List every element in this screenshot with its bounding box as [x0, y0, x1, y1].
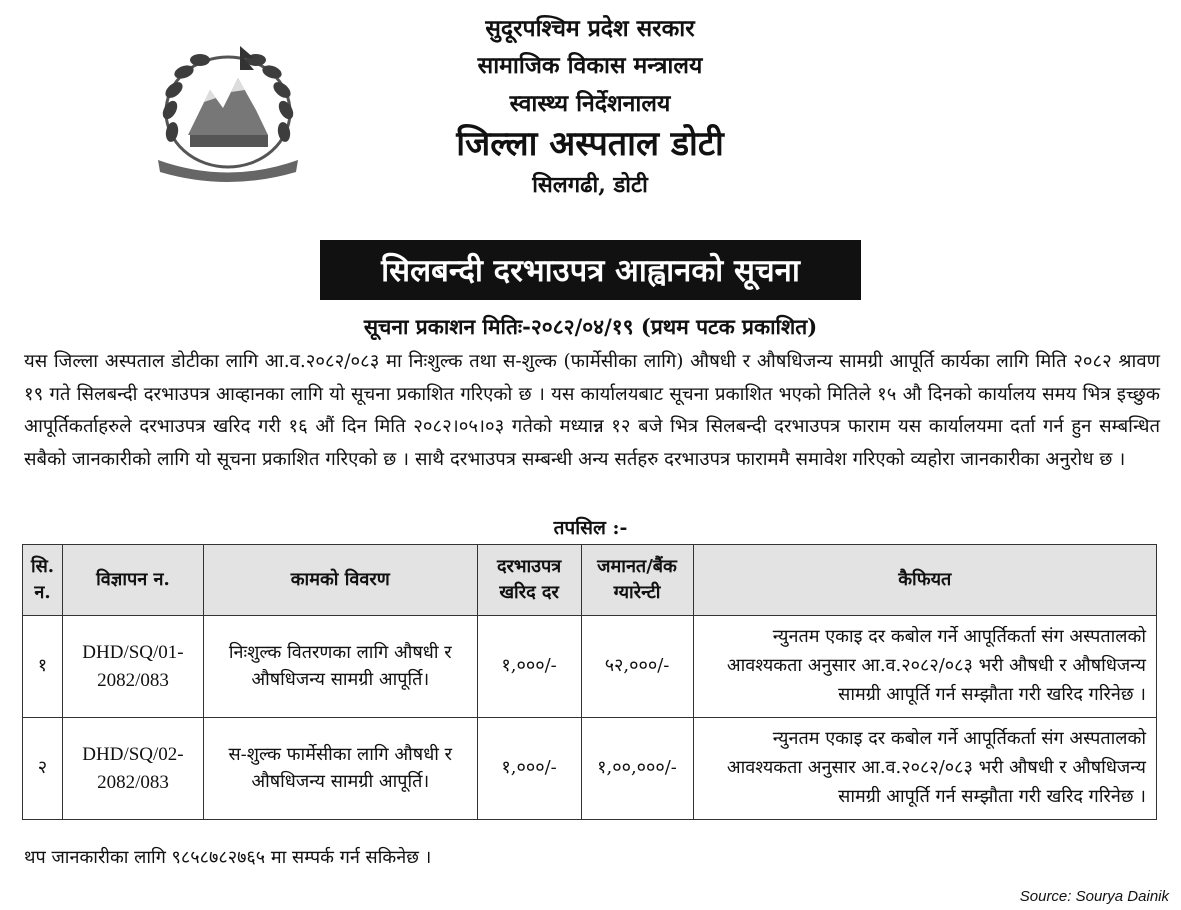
table-row — [23, 616, 1157, 718]
contact-note: थप जानकारीका लागि ९८५८७८२७६५ मा सम्पर्क गर्न सकिनेछ । — [24, 847, 432, 868]
header-remarks: कैफियत — [693, 545, 1157, 616]
cell-description: निःशुल्क वितरणका लागि औषधी र औषधिजन्य सामग्री आपूर्ति। — [203, 616, 477, 718]
header-guarantee: जमानत/बैंक ग्यारेन्टी — [581, 545, 693, 616]
publication-date: सूचना प्रकाशन मितिः-२०८२/०४/१९ (प्रथम पटक प्रकाशित) — [363, 314, 818, 339]
ministry-name: सामाजिक विकास मन्त्रालय — [477, 52, 703, 80]
table-row — [23, 718, 1157, 820]
notice-title-banner: सिलबन्दी दरभाउपत्र आह्वानको सूचना — [320, 240, 861, 300]
header-ad-number: विज्ञापन न. — [62, 545, 203, 616]
cell-serial-no: २ — [23, 718, 63, 820]
cell-ad-number: DHD/SQ/02-2082/083 — [62, 718, 203, 820]
source-credit: Source: Sourya Dainik — [1019, 888, 1169, 905]
nepal-emblem-icon — [148, 40, 308, 190]
tender-schedule-table — [22, 544, 1157, 820]
cell-bid-fee: १,०००/- — [477, 616, 581, 718]
cell-bid-fee: १,०००/- — [477, 718, 581, 820]
cell-remarks: न्युनतम एकाइ दर कबोल गर्ने आपूर्तिकर्ता संग अस्पतालको आवश्यकता अनुसार आ.व.२०८२/०८३ भरी औषधी र औषधिजन्य सामग्री आपूर्ति गर्न सम्झौता गरी खरिद गरिनेछ । — [693, 718, 1157, 820]
cell-serial-no: १ — [23, 616, 63, 718]
table-header-row — [23, 545, 1157, 616]
province-government: सुदूरपश्चिम प्रदेश सरकार — [485, 15, 695, 42]
cell-guarantee: १,००,०००/- — [581, 718, 693, 820]
office-location: सिलगढी, डोटी — [532, 172, 648, 199]
cell-remarks: न्युनतम एकाइ दर कबोल गर्ने आपूर्तिकर्ता संग अस्पतालको आवश्यकता अनुसार आ.व.२०८२/०८३ भरी औषधी र औषधिजन्य सामग्री आपूर्ति गर्न सम्झौता गरी खरिद गरिनेछ । — [693, 616, 1157, 718]
office-header — [300, 14, 880, 197]
cell-description: स-शुल्क फार्मेसीका लागि औषधी र औषधिजन्य सामग्री आपूर्ति। — [203, 718, 477, 820]
directorate-name: स्वास्थ्य निर्देशनालय — [509, 89, 671, 117]
schedule-label: तपसिल :- — [553, 517, 628, 539]
header-bid-fee: दरभाउपत्र खरिद दर — [477, 545, 581, 616]
hospital-name: जिल्ला अस्पताल डोटी — [456, 123, 724, 164]
header-serial-no: सि. न. — [23, 545, 63, 616]
header-description: कामको विवरण — [203, 545, 477, 616]
cell-guarantee: ५२,०००/- — [581, 616, 693, 718]
notice-body: यस जिल्ला अस्पताल डोटीका लागि आ.व.२०८२/०८३ मा निःशुल्क तथा स-शुल्क (फार्मेसीका लागि) औषधी र औषधिजन्य सामग्री आपूर्ति कार्यका लागि मिति २०८२ श्रावण १९ गते सिलबन्दी दरभाउपत्र आव्हानका लागि यो सूचना प्रकाशित गरिएको छ । यस कार्यालयबाट सूचना प्रकाशित भएको मितिले १५ औ दिनको कार्यालय समय भित्र इच्छुक आपूर्तिकर्ताहरुले दरभाउपत्र खरिद गरी १६ औं दिन मिति २०८२।०५।०३ गतेको मध्यान्न १२ बजे भित्र सिलबन्दी दरभाउपत्र फाराम यस कार्यालयमा दर्ता गर्न हुन सम्बन्धित सबैको जानकारीको लागि यो सूचना प्रकाशित गरिएको छ । साथै दरभाउपत्र सम्बन्धी अन्य सर्तहरु दरभाउपत्र फाराममै समावेश गरिएको व्यहोरा जानकारीका अनुरोध छ । — [24, 351, 1160, 470]
cell-ad-number: DHD/SQ/01-2082/083 — [62, 616, 203, 718]
